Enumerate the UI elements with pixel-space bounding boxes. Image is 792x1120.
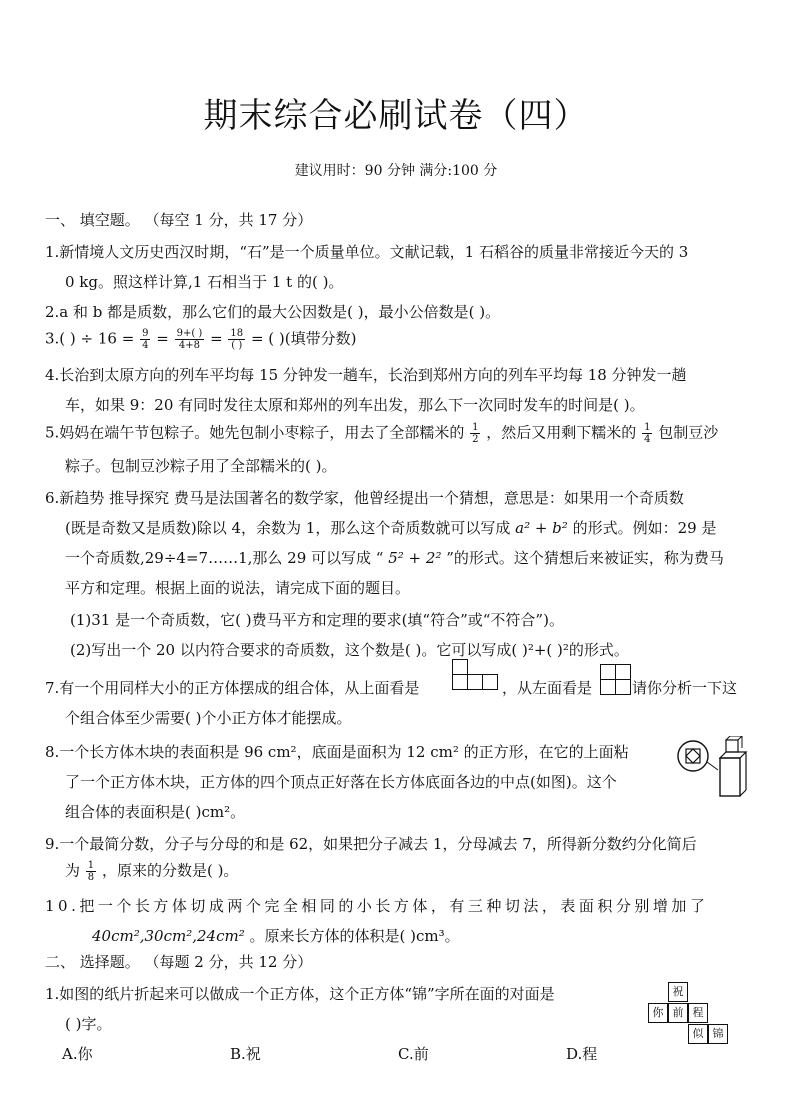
q6-formula: a² + b² <box>515 519 568 537</box>
q10-values: 40cm²,30cm²,24cm² <box>92 927 245 945</box>
q8-line1: 8.一个长方体木块的表面积是 96 cm²，底面是面积为 12 cm² 的正方形，在它的上面粘 <box>45 743 629 761</box>
q5-fraction-1: $\frac{1}{2}$ <box>472 422 479 445</box>
net-cell-qian: 前 <box>668 1003 688 1023</box>
q9-text-a: 为 <box>65 861 81 880</box>
q3-fraction-3: $\frac{18}{( )}$ <box>230 328 244 351</box>
q8-figure <box>676 736 748 800</box>
option-b[interactable]: B.祝 <box>230 1045 261 1063</box>
q5-line1 <box>45 422 718 445</box>
q6-line2 <box>65 518 716 538</box>
q8-line2: 了一个正方体木块，正方体的四个顶点正好落在长方体底面各边的中点(如图)。这个 <box>65 773 617 791</box>
q3-start: 3.( ) ÷ 16 = <box>45 329 135 348</box>
q6-line4: 平方和定理。根据上面的说法，请完成下面的题目。 <box>65 579 411 597</box>
q6-example-formula: 5² + 2² <box>388 549 442 567</box>
q6-sub2: (2)写出一个 20 以内符合要求的奇质数，这个数是( )。它可以写成( )²+( )²的形式。 <box>70 641 629 659</box>
q2-line1: 2.a 和 b 都是质数，那么它们的最大公因数是( )，最小公倍数是( )。 <box>45 303 501 321</box>
section-2-header: 二、 选择题。 （每题 2 分，共 12 分） <box>45 953 313 971</box>
exam-subtitle: 建议用时：90 分钟 满分:100 分 <box>294 163 498 179</box>
q7-text-b: ，从左面看是 <box>502 679 593 697</box>
q6-line3 <box>65 548 724 568</box>
option-c[interactable]: C.前 <box>398 1045 429 1063</box>
q3-end: = ( )(填带分数) <box>250 329 357 348</box>
option-d[interactable]: D.程 <box>566 1045 598 1063</box>
net-cell-si: 似 <box>688 1024 708 1044</box>
q4-line1: 4.长治到太原方向的列车平均每 15 分钟发一趟车，长治到郑州方向的列车平均每 18 分钟发一趟 <box>45 366 687 384</box>
q6-sub1: (1)31 是一个奇质数，它( )费马平方和定理的要求(填“符合”或“不符合”)。 <box>70 611 564 629</box>
q1-line2: 0 kg。照这样计算,1 石相当于 1 t 的( )。 <box>65 273 344 291</box>
option-a[interactable]: A.你 <box>62 1045 93 1063</box>
q7-line1 <box>45 678 419 698</box>
q7-top-view-figure <box>452 670 500 694</box>
q6-line2-text: (既是奇数又是质数)除以 4，余数为 1，那么这个奇质数就可以写成 <box>65 519 511 537</box>
section-1-header: 一、 填空题。 （每空 1 分，共 17 分） <box>45 211 313 229</box>
c1-net-figure <box>646 982 736 1048</box>
q6-line3-text: 一个奇质数,29÷4=7……1,那么 29 可以写成 “ <box>65 549 384 567</box>
net-cell-cheng: 程 <box>688 1003 708 1023</box>
net-cell-ni: 你 <box>648 1003 668 1023</box>
q5-text-b: ，然后又用剩下糯米的 <box>486 423 637 442</box>
q6-line3-tail: ”的形式。这个猜想后来被证实，称为费马 <box>446 549 724 567</box>
q9-line2 <box>65 860 238 883</box>
q1-line1: 1.新情境人文历史西汉时期，“石”是一个质量单位。文献记载，1 石稻谷的质量非常接近今天的 3 <box>45 243 689 261</box>
q5-fraction-2: $\frac{1}{4}$ <box>644 422 651 445</box>
q3-fraction-1: $\frac{9}{4}$ <box>142 328 149 351</box>
c1-line1: 1.如图的纸片折起来可以做成一个正方体，这个正方体“锦”字所在面的对面是 <box>45 985 555 1003</box>
c1-line2: ( )字。 <box>65 1015 112 1033</box>
q5-line2: 粽子。包制豆沙粽子用了全部糯米的( )。 <box>65 457 337 475</box>
q7-left-view-figure <box>600 664 632 696</box>
q3-line: 3.( ) ÷ 16 = $\frac{9}{4}$ = $\frac{9+( )}{4+8}$ = $\frac{18}{( )}$ = ( )(填带分数) <box>45 328 357 351</box>
q7-text-a: 7.有一个用同样大小的正方体摆成的组合体，从上面看是 <box>45 679 420 697</box>
q5-text-c: 包制豆沙 <box>658 423 719 442</box>
q3-fraction-2: $\frac{9+( )}{4+8}$ <box>176 328 203 351</box>
q7-line2: 个组合体至少需要( )个小正方体才能摆成。 <box>65 709 352 727</box>
exam-title: 期末综合必刷试卷（四） <box>203 96 589 136</box>
q6-line2-tail: 的形式。例如：29 是 <box>572 519 717 537</box>
q8-line3: 组合体的表面积是( )cm²。 <box>65 803 246 821</box>
net-cell-jin: 锦 <box>708 1024 728 1044</box>
q4-line2: 车，如果 9：20 有同时发往太原和郑州的列车出发，那么下一次同时发车的时间是( )。 <box>65 396 645 414</box>
q5-text-a: 5.妈妈在端午节包粽子。她先包制小枣粽子，用去了全部糯米的 <box>45 423 465 442</box>
q9-fraction: $\frac{1}{8}$ <box>87 860 95 883</box>
q10-text: 。原来长方体的体积是( )cm³。 <box>249 927 460 945</box>
q9-text-b: ，原来的分数是( )。 <box>101 861 239 880</box>
q6-line1: 6.新趋势 推导探究 费马是法国著名的数学家，他曾经提出一个猜想，意思是：如果用一个奇质数 <box>45 489 684 507</box>
q10-line1: 10.把一个长方体切成两个完全相同的小长方体，有三种切法，表面积分别增加了 <box>45 897 709 915</box>
net-cell-zhu: 祝 <box>668 982 688 1002</box>
q9-line1: 9.一个最简分数，分子与分母的和是 62，如果把分子减去 1，分母减去 7，所得新分数约分化简后 <box>45 835 697 853</box>
q7-text-c: 请你分析一下这 <box>632 679 738 697</box>
q10-line2 <box>92 926 460 946</box>
